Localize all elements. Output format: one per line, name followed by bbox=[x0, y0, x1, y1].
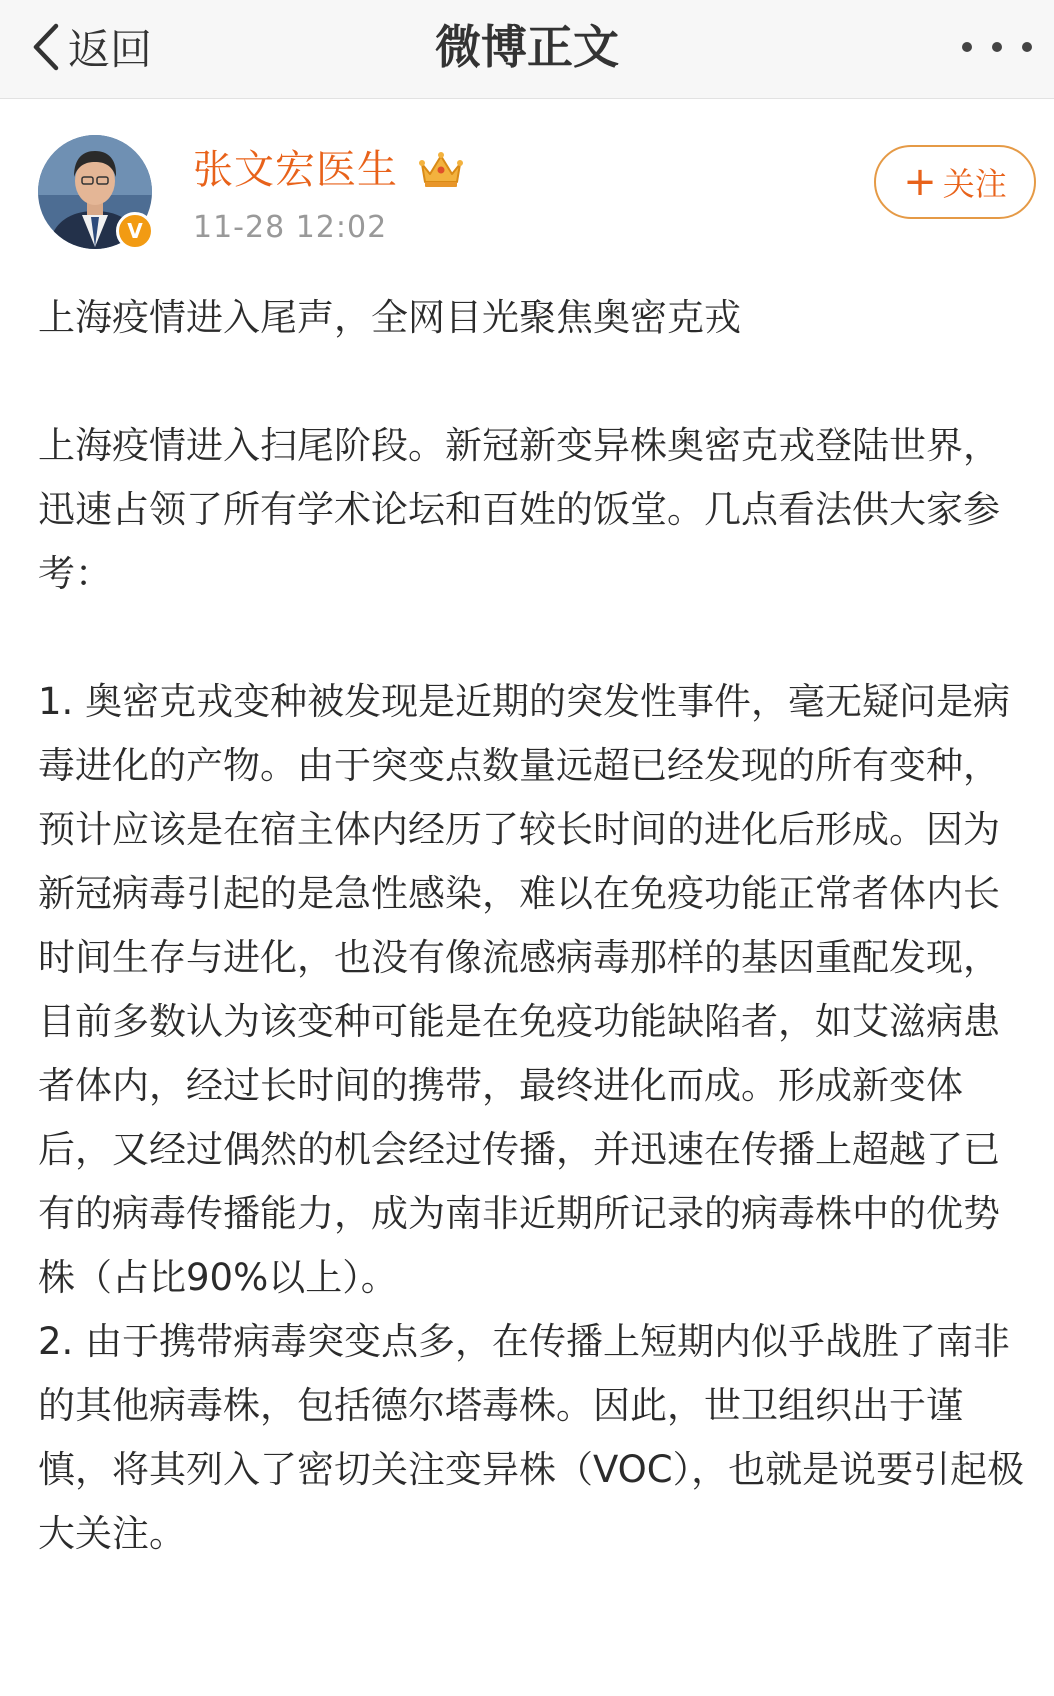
post-paragraph: 上海疫情进入扫尾阶段。新冠新变异株奥密克戎登陆世界，迅速占领了所有学术论坛和百姓的饭堂。几点看法供大家参考： bbox=[38, 424, 1000, 595]
top-nav-bar bbox=[0, 0, 1054, 99]
dot bbox=[962, 42, 972, 52]
author-name[interactable]: 张文宏医生 bbox=[193, 147, 398, 193]
more-dots-icon[interactable] bbox=[962, 24, 1032, 70]
verified-badge-icon: V bbox=[116, 212, 154, 250]
post-paragraph: 1. 奥密克戎变种被发现是近期的突发性事件，毫无疑问是病毒进化的产物。由于突变点数量远超已经发现的所有变种，预计应该是在宿主体内经历了较长时间的进化后形成。因为新冠病毒引起的是急性感染，难以在免疫功能正常者体内长时间生存与进化，也没有像流感病毒那样的基因重配发现，目前多数认为该变种可能是在免疫功能缺陷者，如艾滋病患者体内，经过长时间的携带，最终进化而成。形成新变体后，又经过偶然的机会经过传播，并迅速在传播上超越了已有的病毒传播能力，成为南非近期所记录的病毒株中的优势株（占比90%以上）。 bbox=[38, 680, 1011, 1299]
plus-icon: + bbox=[903, 159, 937, 205]
follow-button[interactable] bbox=[874, 145, 1036, 219]
page-title: 微博正文 bbox=[435, 20, 619, 74]
post-paragraph: 2. 由于携带病毒突变点多，在传播上短期内似乎战胜了南非的其他病毒株，包括德尔塔毒株。因此，世卫组织出于谨慎，将其列入了密切关注变异株（VOC），也就是说要引起极大关注。 bbox=[38, 1320, 1025, 1555]
follow-label: 关注 bbox=[942, 165, 1007, 203]
post-timestamp: 11-28 12:02 bbox=[193, 210, 388, 245]
back-label: 返回 bbox=[68, 25, 153, 74]
post-content bbox=[38, 286, 1028, 1566]
dot bbox=[1022, 42, 1032, 52]
post-paragraph: 上海疫情进入尾声，全网目光聚焦奥密克戎 bbox=[38, 296, 741, 339]
dot bbox=[992, 42, 1002, 52]
crown-icon bbox=[418, 150, 464, 190]
